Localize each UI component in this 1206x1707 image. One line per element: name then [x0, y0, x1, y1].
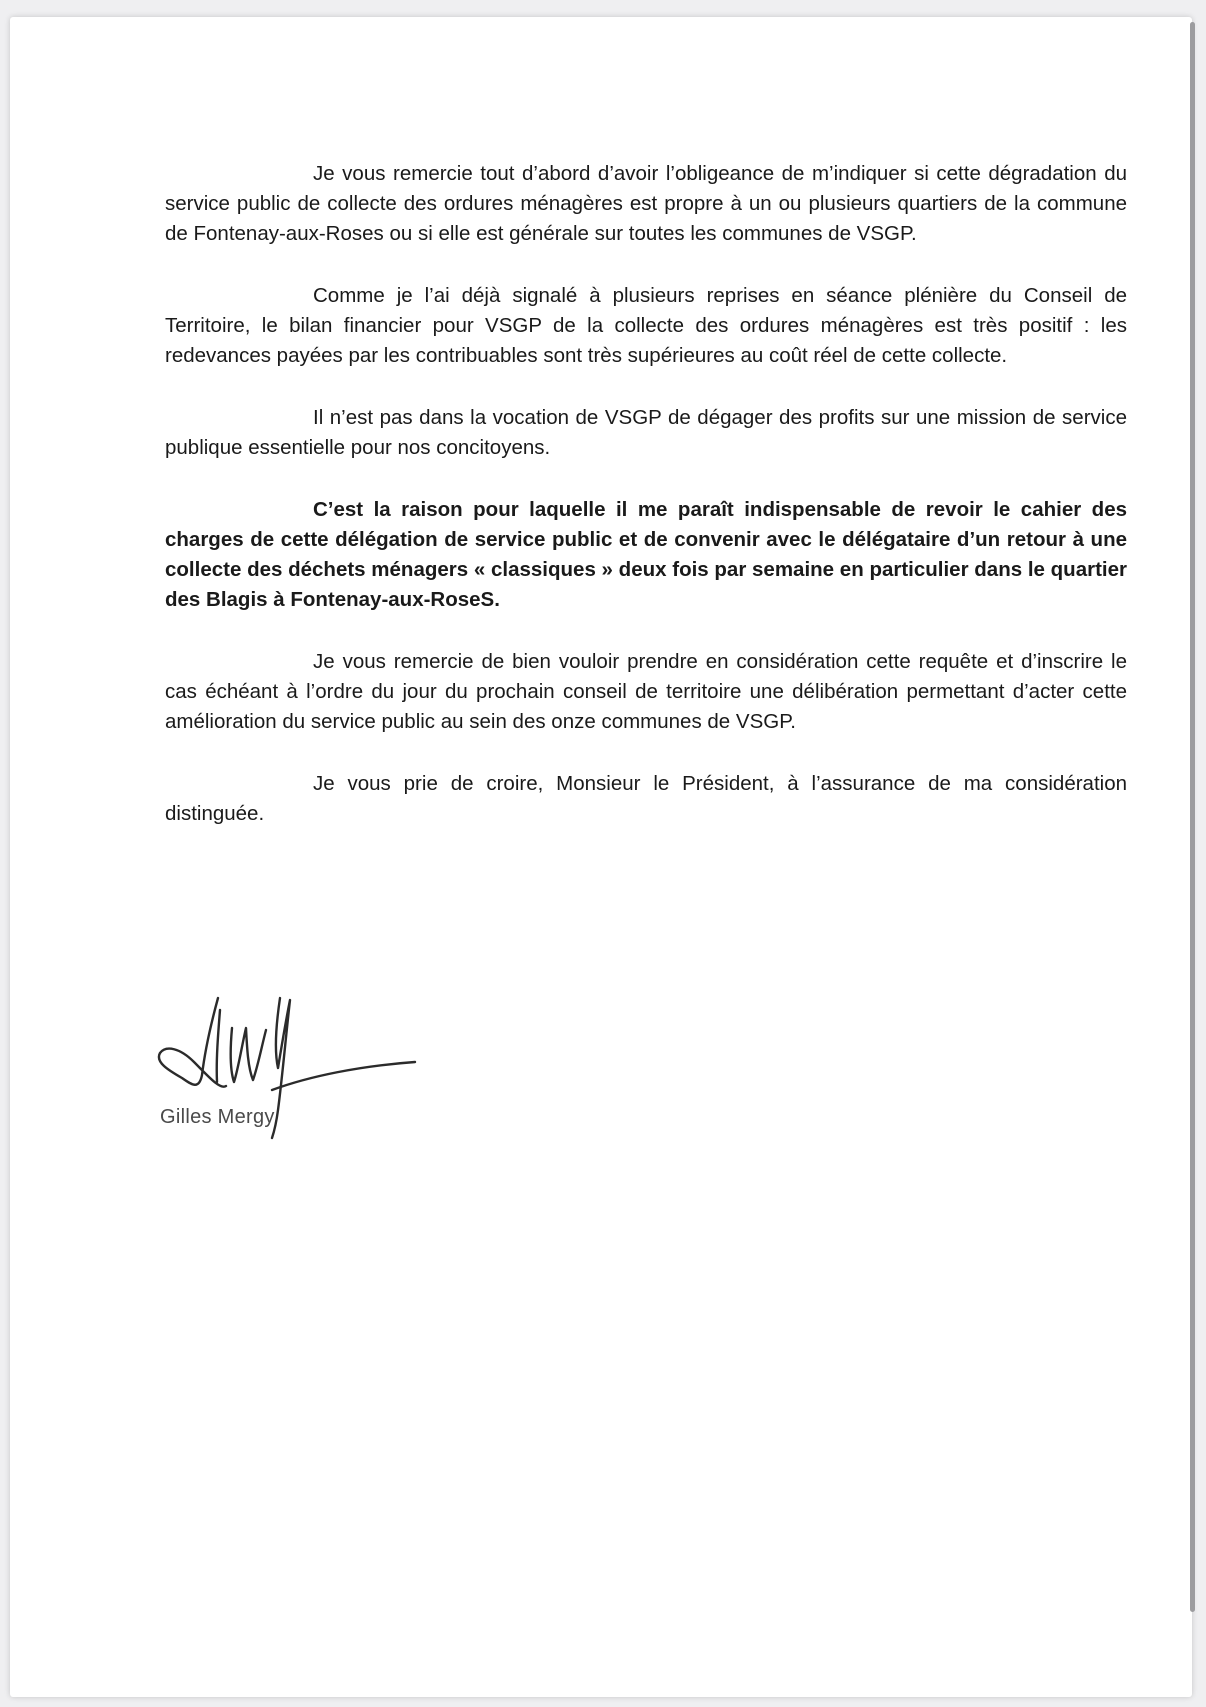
paragraph-4-emphasis: C’est la raison pour laquelle il me paraît indispensable de revoir le cahier des charges de cette délégation de service public et de convenir avec le délégataire d’un retour à une collecte des déchets ménagers « classiques » deux fois par semaine en particulier dans le quartier des Blagis à Fontenay-aux-RoseS. — [165, 498, 1127, 611]
closing-paragraph: Je vous prie de croire, Monsieur le Président, à l’assurance de ma considération distinguée. — [165, 772, 1127, 825]
paragraph-2: Comme je l’ai déjà signalé à plusieurs reprises en séance plénière du Conseil de Territoire, le bilan financier pour VSGP de la collecte des ordures ménagères est très positif : les redevances payées par les contribuables sont très supérieures au coût réel de cette collecte. — [165, 284, 1127, 367]
paragraph-3: Il n’est pas dans la vocation de VSGP de dégager des profits sur une mission de service publique essentielle pour nos concitoyens. — [165, 406, 1127, 459]
scrollbar-thumb[interactable] — [1190, 22, 1195, 1612]
signer-name: Gilles Mergy — [160, 1106, 275, 1128]
letter-body — [165, 159, 1127, 861]
paragraph-5: Je vous remercie de bien vouloir prendre en considération cette requête et d’inscrire le cas échéant à l’ordre du jour du prochain conseil de territoire une délibération permettant d’acter cette amélioration du service public au sein des onze communes de VSGP. — [165, 650, 1127, 733]
paragraph-1: Je vous remercie tout d’abord d’avoir l’obligeance de m’indiquer si cette dégradation du service public de collecte des ordures ménagères est propre à un ou plusieurs quartiers de la commune de Fontenay-aux-Roses ou si elle est générale sur toutes les communes de VSGP. — [165, 162, 1127, 245]
